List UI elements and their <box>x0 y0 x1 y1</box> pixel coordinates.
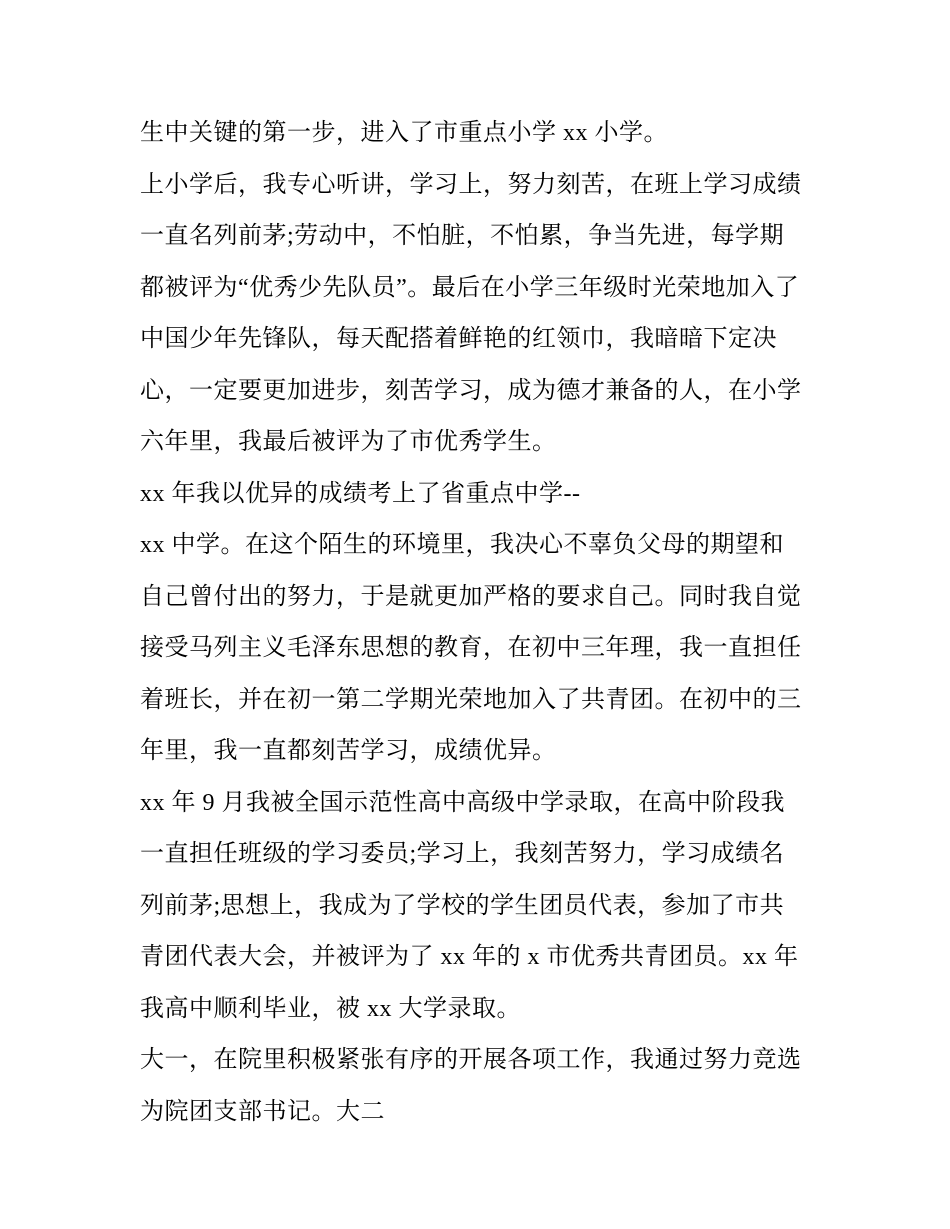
text-line: 心，一定要更加进步，刻苦学习，成为德才兼备的人，在小学 <box>140 377 802 404</box>
text-line: 大一，在院里积极紧张有序的开展各项工作，我通过努力竞选 <box>140 1047 802 1073</box>
text-line: 一直名列前茅;劳动中，不怕脏，不怕累，争当先进，每学期 <box>140 223 785 249</box>
text-line: 中国少年先锋队，每天配搭着鲜艳的红领巾，我暗暗下定决 <box>140 326 777 352</box>
text-line: 青团代表大会，并被评为了 xx 年的 x 市优秀共青团员。xx 年 <box>140 944 799 970</box>
text-line: 都被评为“优秀少先队员”。最后在小学三年级时光荣地加入了 <box>140 274 800 301</box>
text-line: 列前茅;思想上，我成为了学校的学生团员代表，参加了市共 <box>140 892 785 919</box>
text-line: 生中关键的第一步，进入了市重点小学 xx 小学。 <box>140 120 668 146</box>
text-line: 上小学后，我专心听讲，学习上，努力刻苦，在班上学习成绩 <box>140 171 802 198</box>
text-line: 着班长，并在初一第二学期光荣地加入了共青团。在初中的三 <box>140 686 802 713</box>
text-line: 自己曾付出的努力，于是就更加严格的要求自己。同时我自觉 <box>140 583 802 610</box>
text-line: 六年里，我最后被评为了市优秀学生。 <box>140 429 557 455</box>
text-line: xx 中学。在这个陌生的环境里，我决心不辜负父母的期望和 <box>140 532 784 558</box>
text-line: xx 年 9 月我被全国示范性高中高级中学录取，在高中阶段我 <box>140 789 785 816</box>
text-line: 年里，我一直都刻苦学习，成绩优异。 <box>140 738 557 764</box>
text-line: xx 年我以优异的成绩考上了省重点中学-- <box>140 480 581 507</box>
text-line: 接受马列主义毛泽东思想的教育，在初中三年理，我一直担任 <box>140 635 802 661</box>
text-line: 为院团支部书记。大二 <box>140 1098 385 1125</box>
text-line: 一直担任班级的学习委员;学习上，我刻苦努力，学习成绩名 <box>140 841 785 867</box>
text-line: 我高中顺利毕业，被 xx 大学录取。 <box>140 995 521 1022</box>
body-text <box>140 108 820 1138</box>
